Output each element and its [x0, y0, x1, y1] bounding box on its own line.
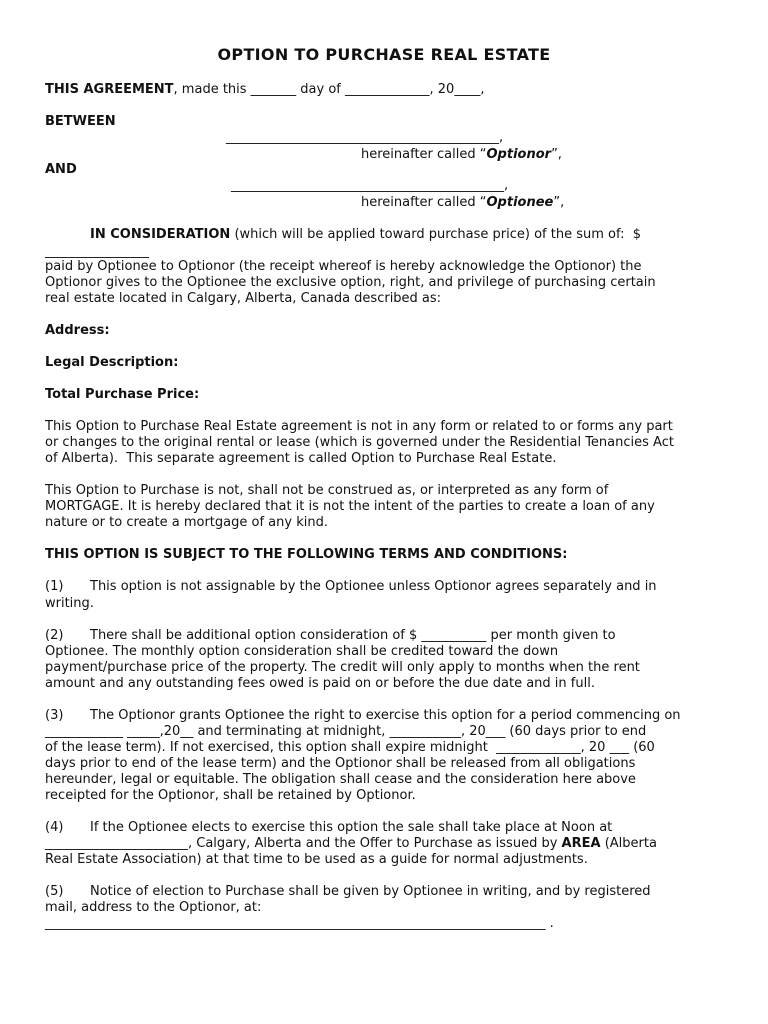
optionee-called-party-name: Optionee [486, 195, 554, 210]
term-3-number: (3) [45, 708, 64, 723]
optionee-called: hereinafter called “Optionee”, [361, 195, 565, 210]
term-2-line-3: payment/purchase price of the property. The credit will only apply to months when the rent [45, 660, 640, 675]
agreement-line [45, 82, 484, 98]
term-2-line-4: amount and any outstanding fees owed is paid on or before the due date and in full. [45, 676, 595, 691]
term-2-number: (2) [45, 628, 64, 643]
term-1-number: (1) [45, 579, 64, 594]
para1-line-2: or changes to the original rental or lease (which is governed under the Residential Tenancies Act [45, 435, 674, 450]
term-1-line-1: This option is not assignable by the Optionee unless Optionor agrees separately and in [90, 579, 657, 594]
term-3-line-2: ____________ _____,20__ and terminating at midnight, ___________, 20___ (60 days prior to end [45, 724, 647, 739]
consideration-line [90, 227, 641, 243]
term-5-line-2: mail, address to the Optionor, at: [45, 900, 262, 915]
optionee-blank: __________________________________________, [231, 178, 509, 193]
consideration-line-3: real estate located in Calgary, Alberta, Canada described as: [45, 291, 442, 306]
para2-line-1: This Option to Purchase is not, shall not be construed as, or interpreted as any form of [45, 483, 609, 498]
optionor-blank: __________________________________________, [226, 130, 504, 145]
term-4-line-3: Real Estate Association) at that time to be used as a guide for normal adjustments. [45, 852, 588, 867]
term-5-number: (5) [45, 884, 64, 899]
term-2-line-1: There shall be additional option consideration of $ __________ per month given to [90, 628, 616, 643]
consideration-text: (which will be applied toward purchase price) of the sum of: $ [234, 227, 642, 242]
term-3-line-3: of the lease term). If not exercised, this option shall expire midnight _____________, 20 ___ (60 [45, 740, 655, 755]
total-price-label: Total Purchase Price: [45, 387, 200, 402]
between-label: BETWEEN [45, 114, 116, 129]
term-5-line-1: Notice of election to Purchase shall be given by Optionee in writing, and by registered [90, 884, 651, 899]
consideration-line-1: paid by Optionee to Optionor (the receipt whereof is hereby acknowledge the Optionor) the [45, 259, 642, 274]
optionor-called-party-name: Optionor [486, 147, 552, 162]
agreement-label: THIS AGREEMENT [45, 82, 174, 97]
term-3-line-6: receipted for the Optionor, shall be retained by Optionor. [45, 788, 416, 803]
term-4-line-1: If the Optionee elects to exercise this option the sale shall take place at Noon at [90, 820, 613, 835]
consideration-label: IN CONSIDERATION [90, 227, 231, 242]
term-3-line-4: days prior to end of the lease term) and the Optionor shall be released from all obligations [45, 756, 636, 771]
and-label: AND [45, 162, 77, 177]
terms-heading: THIS OPTION IS SUBJECT TO THE FOLLOWING TERMS AND CONDITIONS: [45, 547, 568, 562]
address-label: Address: [45, 323, 110, 338]
term-4-number: (4) [45, 820, 64, 835]
para1-line-1: This Option to Purchase Real Estate agreement is not in any form or related to or forms any part [45, 419, 673, 434]
term-3-line-1: The Optionor grants Optionee the right to exercise this option for a period commencing on [90, 708, 681, 723]
legal-description-label: Legal Description: [45, 355, 179, 370]
document-title: OPTION TO PURCHASE REAL ESTATE [217, 45, 551, 64]
para1-line-3: of Alberta). This separate agreement is called Option to Purchase Real Estate. [45, 451, 557, 466]
term-4-line-2: ______________________, Calgary, Alberta and the Offer to Purchase as issued by AREA (Alberta [45, 836, 657, 851]
consideration-line-2: Optionor gives to the Optionee the exclusive option, right, and privilege of purchasing certain [45, 275, 656, 290]
term-3-line-5: hereunder, legal or equitable. The obligation shall cease and the consideration here above [45, 772, 636, 787]
consideration-blank: ________________ [45, 244, 149, 259]
agreement-date-text: , made this _______ day of _____________, 20____, [173, 82, 485, 97]
optionor-called: hereinafter called “Optionor”, [361, 147, 562, 162]
para2-line-3: nature or to create a mortgage of any kind. [45, 515, 328, 530]
term-5-address-blank: _____________________________________________________________________________ . [45, 916, 554, 931]
para2-line-2: MORTGAGE. It is hereby declared that it is not the intent of the parties to create a loan of any [45, 499, 655, 514]
area-bold: AREA [561, 836, 601, 851]
term-1-line-2: writing. [45, 596, 94, 611]
term-2-line-2: Optionee. The monthly option consideration shall be credited toward the down [45, 644, 559, 659]
